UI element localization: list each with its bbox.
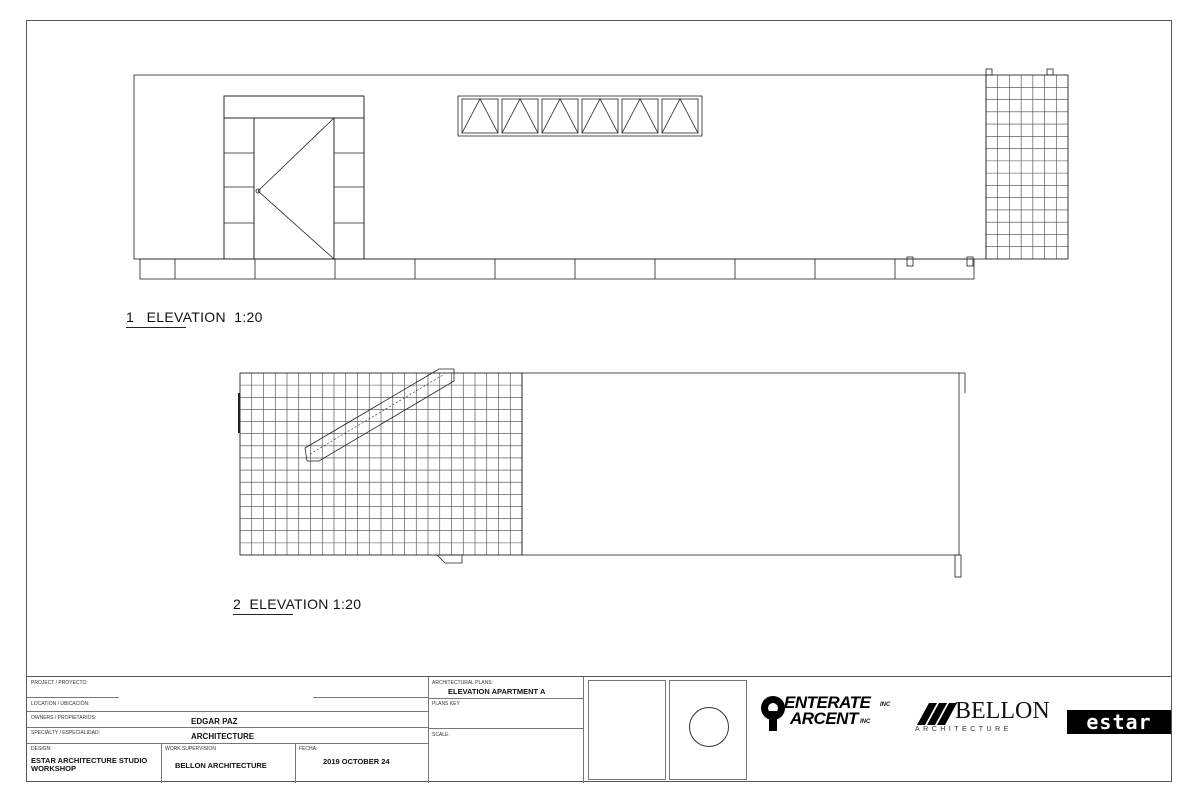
arcent-text: ARCENT bbox=[790, 709, 858, 728]
elevation-2-title: ELEVATION bbox=[249, 596, 329, 612]
design-value-line2: WORKSHOP bbox=[31, 764, 76, 773]
arcent-inc-text: INC bbox=[860, 719, 871, 725]
bellon-text: BELLON bbox=[955, 698, 1050, 724]
elevation-1-caption bbox=[126, 309, 263, 325]
drawing-sheet bbox=[26, 20, 1172, 782]
elevation-2-number: 2 bbox=[233, 596, 242, 612]
elevation-2-scale: 1:20 bbox=[332, 596, 362, 612]
plans-value: ELEVATION APARTMENT A bbox=[448, 687, 546, 696]
elevation-1-number: 1 bbox=[126, 309, 135, 325]
bellon-sub-text: ARCHITECTURE bbox=[915, 726, 1012, 733]
elevation-1-scale: 1:20 bbox=[234, 309, 263, 325]
date-label: FECHA: bbox=[299, 746, 318, 752]
elevation-2-drawing bbox=[27, 21, 1173, 661]
enterate-arcent-logo bbox=[760, 693, 910, 739]
plans-key-label: PLANS KEY bbox=[432, 701, 460, 707]
estar-logo: estar bbox=[1067, 710, 1171, 734]
scale-label: SCALE: bbox=[432, 732, 450, 738]
plans-label: ARCHITECTURAL PLANS: bbox=[432, 680, 493, 686]
design-value-line1: ESTAR ARCHITECTURE STUDIO bbox=[31, 756, 148, 765]
enterate-text: ENTERATE bbox=[784, 693, 871, 712]
elevation-1-title: ELEVATION bbox=[146, 309, 226, 325]
specialty-label: SPECIALTY / ESPECIALIDAD: bbox=[31, 730, 101, 736]
key-plan-box bbox=[588, 680, 666, 780]
bellon-logo bbox=[915, 698, 1050, 737]
elevation-2-wall bbox=[522, 373, 959, 555]
elevation-2-caption bbox=[233, 596, 361, 612]
north-circle-icon bbox=[689, 707, 729, 747]
supervision-value: BELLON ARCHITECTURE bbox=[175, 761, 267, 770]
north-arrow-box bbox=[669, 680, 747, 780]
supervision-label: WORK SUPERVISION bbox=[165, 746, 217, 752]
owners-label: OWNERS / PROPIETARIOS: bbox=[31, 715, 97, 721]
project-label: PROJECT / PROYECTO: bbox=[31, 680, 88, 686]
bellon-mark-icon bbox=[917, 703, 957, 725]
enterate-inc-text: INC bbox=[880, 702, 891, 708]
elevation-2-grid bbox=[240, 373, 522, 555]
owners-value: EDGAR PAZ bbox=[191, 717, 238, 726]
design-label: DESIGN: bbox=[31, 746, 52, 752]
specialty-value: ARCHITECTURE bbox=[191, 732, 255, 741]
title-block bbox=[27, 676, 1171, 783]
stair-stringer bbox=[305, 369, 454, 461]
location-label: LOCATION / UBICACIÓN: bbox=[31, 701, 90, 707]
date-value: 2019 OCTOBER 24 bbox=[323, 757, 390, 766]
